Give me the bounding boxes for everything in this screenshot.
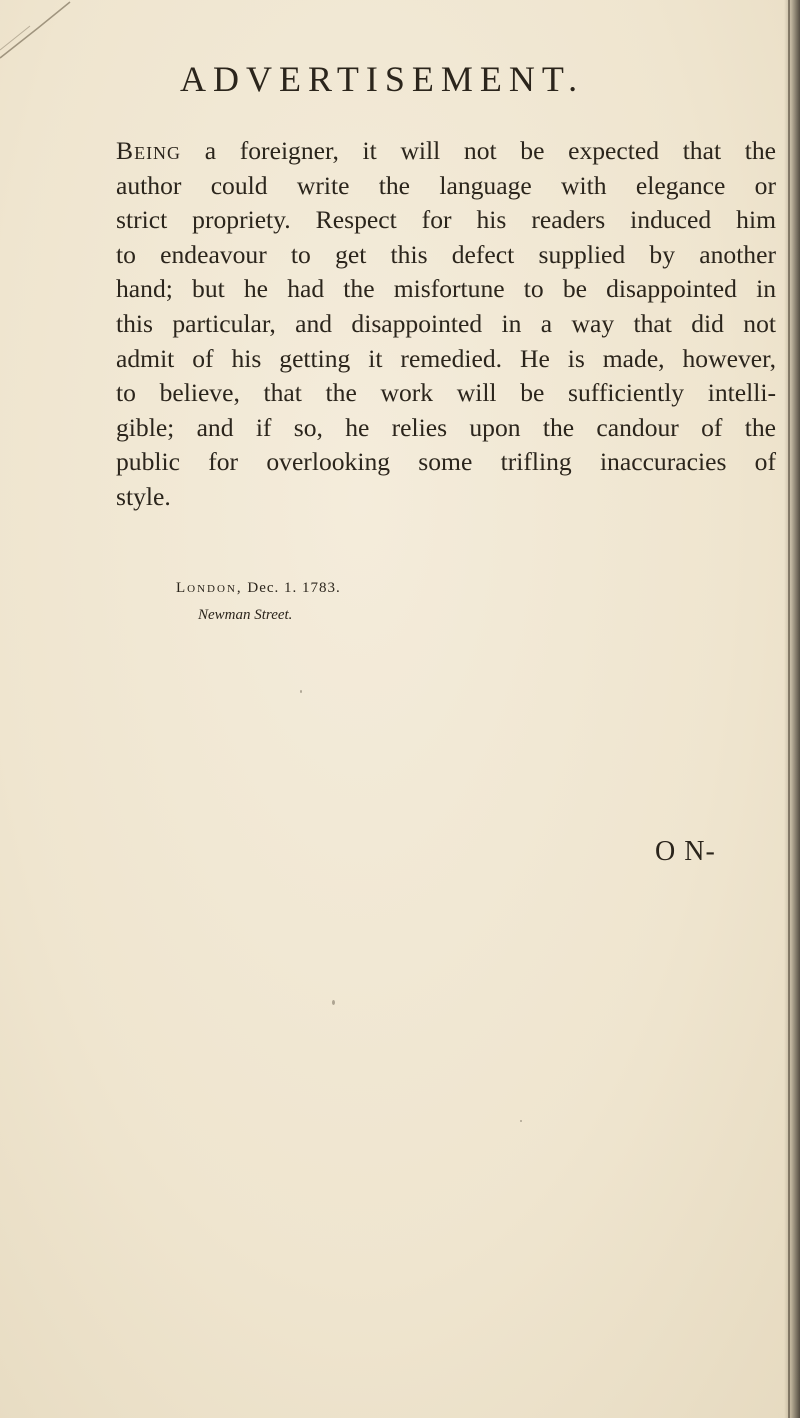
- paragraph-line: strict propriety. Respect for his readers induced him: [116, 205, 776, 235]
- paper-speck: [520, 1120, 522, 1122]
- imprint-street: Newman Street.: [198, 607, 293, 623]
- paragraph-line: admit of his getting it remedied. He is made, however,: [116, 343, 776, 373]
- line-text: a foreigner, it will not be expected that the: [181, 136, 776, 165]
- paper-speck: [332, 1000, 335, 1005]
- paragraph-line: to endeavour to get this defect supplied by another: [116, 239, 776, 269]
- imprint-date: Dec. 1. 1783.: [247, 580, 341, 596]
- paragraph-line: hand; but he had the misfortune to be disappointed in: [116, 274, 776, 304]
- paper-speck: [300, 690, 302, 693]
- paragraph-line: style.: [116, 481, 171, 511]
- paragraph-line: gible; and if so, he relies upon the candour of the: [116, 412, 776, 442]
- page-corner-fold-mark: [0, 0, 80, 60]
- paragraph-line: to believe, that the work will be sufficiently intelli-: [116, 378, 776, 408]
- imprint-city: London,: [176, 580, 243, 596]
- paragraph-line: this particular, and disappointed in a way that did not: [116, 308, 776, 338]
- paragraph-line: author could write the language with elegance or: [116, 170, 776, 200]
- catchword: O N-: [655, 836, 716, 867]
- page-edge-shadow: [784, 0, 800, 1418]
- advertisement-paragraph: [116, 134, 776, 515]
- page-edge-line: [788, 0, 790, 1418]
- paragraph-line: [116, 134, 776, 169]
- lead-word: Being: [116, 136, 182, 165]
- page-heading: ADVERTISEMENT.: [180, 59, 585, 99]
- imprint-block: [176, 580, 341, 624]
- imprint-city-date: [176, 580, 341, 597]
- paragraph-line: public for overlooking some trifling inaccuracies of: [116, 447, 776, 477]
